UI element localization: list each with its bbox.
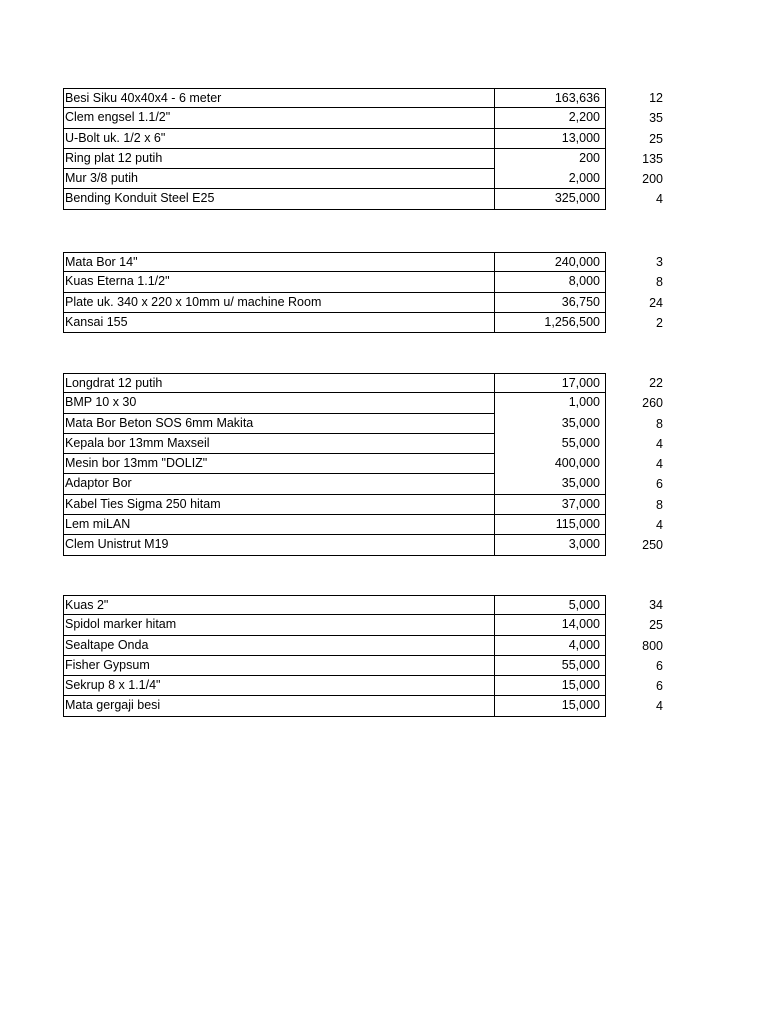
item-qty: 4 xyxy=(656,699,663,714)
item-qty: 4 xyxy=(656,436,663,451)
table-row xyxy=(63,434,668,454)
item-qty: 6 xyxy=(656,477,663,492)
table-row xyxy=(63,149,668,169)
item-name: Lem miLAN xyxy=(63,515,495,535)
item-name: Mata gergaji besi xyxy=(63,696,495,716)
item-qty: 800 xyxy=(642,638,663,653)
table-row xyxy=(63,88,668,108)
item-qty: 260 xyxy=(642,396,663,411)
table-row xyxy=(63,129,668,149)
item-table-2 xyxy=(63,252,668,333)
item-price: 4,000 xyxy=(494,636,606,656)
item-qty: 4 xyxy=(656,192,663,207)
item-qty: 34 xyxy=(649,598,663,612)
item-table-1 xyxy=(63,88,668,210)
table-row xyxy=(63,636,668,656)
item-qty: 135 xyxy=(642,151,663,166)
item-price: 200 xyxy=(494,149,606,169)
item-price: 115,000 xyxy=(494,515,606,535)
table-row xyxy=(63,474,668,494)
item-price: 35,000 xyxy=(494,474,606,494)
table-row xyxy=(63,272,668,292)
item-price: 3,000 xyxy=(494,535,606,555)
item-qty: 35 xyxy=(649,111,663,126)
item-price: 55,000 xyxy=(494,656,606,676)
item-name: Mesin bor 13mm "DOLIZ" xyxy=(63,454,495,474)
table-row xyxy=(63,189,668,209)
item-qty: 12 xyxy=(649,91,663,105)
table-row xyxy=(63,252,668,272)
table-row xyxy=(63,293,668,313)
item-price: 1,256,500 xyxy=(494,313,606,333)
item-price: 55,000 xyxy=(494,434,606,454)
item-qty: 24 xyxy=(649,295,663,310)
item-price: 8,000 xyxy=(494,272,606,292)
table-row xyxy=(63,169,668,189)
table-row xyxy=(63,656,668,676)
item-name: Sealtape Onda xyxy=(63,636,495,656)
item-name: Plate uk. 340 x 220 x 10mm u/ machine Room xyxy=(63,293,495,313)
item-price: 14,000 xyxy=(494,615,606,635)
item-qty: 8 xyxy=(656,497,663,512)
item-price: 15,000 xyxy=(494,676,606,696)
item-table-3 xyxy=(63,373,668,556)
item-name: Kuas 2" xyxy=(63,595,495,615)
item-price: 37,000 xyxy=(494,495,606,515)
item-name: Fisher Gypsum xyxy=(63,656,495,676)
item-price: 240,000 xyxy=(494,252,606,272)
item-name: Clem Unistrut M19 xyxy=(63,535,495,555)
item-qty: 250 xyxy=(642,538,663,553)
item-price: 2,200 xyxy=(494,108,606,128)
item-name: Kuas Eterna 1.1/2" xyxy=(63,272,495,292)
item-qty: 25 xyxy=(649,618,663,633)
item-name: U-Bolt uk. 1/2 x 6" xyxy=(63,129,495,149)
item-price: 15,000 xyxy=(494,696,606,716)
item-name: Mata Bor Beton SOS 6mm Makita xyxy=(63,414,495,434)
table-row xyxy=(63,373,668,393)
item-qty: 6 xyxy=(656,679,663,694)
item-name: Besi Siku 40x40x4 - 6 meter xyxy=(63,88,495,108)
item-price: 13,000 xyxy=(494,129,606,149)
item-price: 325,000 xyxy=(494,189,606,209)
item-qty: 25 xyxy=(649,131,663,146)
item-qty: 8 xyxy=(656,275,663,290)
item-qty: 6 xyxy=(656,658,663,673)
item-name: Clem engsel 1.1/2" xyxy=(63,108,495,128)
item-qty: 200 xyxy=(642,172,663,187)
item-price: 5,000 xyxy=(494,595,606,615)
item-price: 1,000 xyxy=(494,393,606,413)
table-row xyxy=(63,414,668,434)
table-row xyxy=(63,696,668,716)
item-qty: 8 xyxy=(656,416,663,431)
table-row xyxy=(63,615,668,635)
item-name: Kansai 155 xyxy=(63,313,495,333)
item-name: Bending Konduit Steel E25 xyxy=(63,189,495,209)
item-qty: 4 xyxy=(656,457,663,472)
item-price: 17,000 xyxy=(494,373,606,393)
item-price: 36,750 xyxy=(494,293,606,313)
table-row xyxy=(63,313,668,333)
item-qty: 4 xyxy=(656,518,663,533)
table-row xyxy=(63,676,668,696)
item-qty: 3 xyxy=(656,255,663,269)
item-qty: 2 xyxy=(656,315,663,330)
item-table-4 xyxy=(63,595,668,717)
item-name: Longdrat 12 putih xyxy=(63,373,495,393)
item-name: Ring plat 12 putih xyxy=(63,149,495,169)
table-row xyxy=(63,515,668,535)
item-price: 2,000 xyxy=(494,169,606,189)
item-qty: 22 xyxy=(649,376,663,390)
table-row xyxy=(63,535,668,555)
item-name: Mata Bor 14" xyxy=(63,252,495,272)
item-price: 35,000 xyxy=(494,414,606,434)
item-name: Kepala bor 13mm Maxseil xyxy=(63,434,495,454)
item-name: BMP 10 x 30 xyxy=(63,393,495,413)
table-row xyxy=(63,454,668,474)
item-name: Adaptor Bor xyxy=(63,474,495,494)
item-name: Spidol marker hitam xyxy=(63,615,495,635)
item-price: 400,000 xyxy=(494,454,606,474)
table-row xyxy=(63,495,668,515)
item-name: Sekrup 8 x 1.1/4" xyxy=(63,676,495,696)
table-row xyxy=(63,393,668,413)
item-name: Mur 3/8 putih xyxy=(63,169,495,189)
item-price: 163,636 xyxy=(494,88,606,108)
table-row xyxy=(63,595,668,615)
item-name: Kabel Ties Sigma 250 hitam xyxy=(63,495,495,515)
table-row xyxy=(63,108,668,128)
